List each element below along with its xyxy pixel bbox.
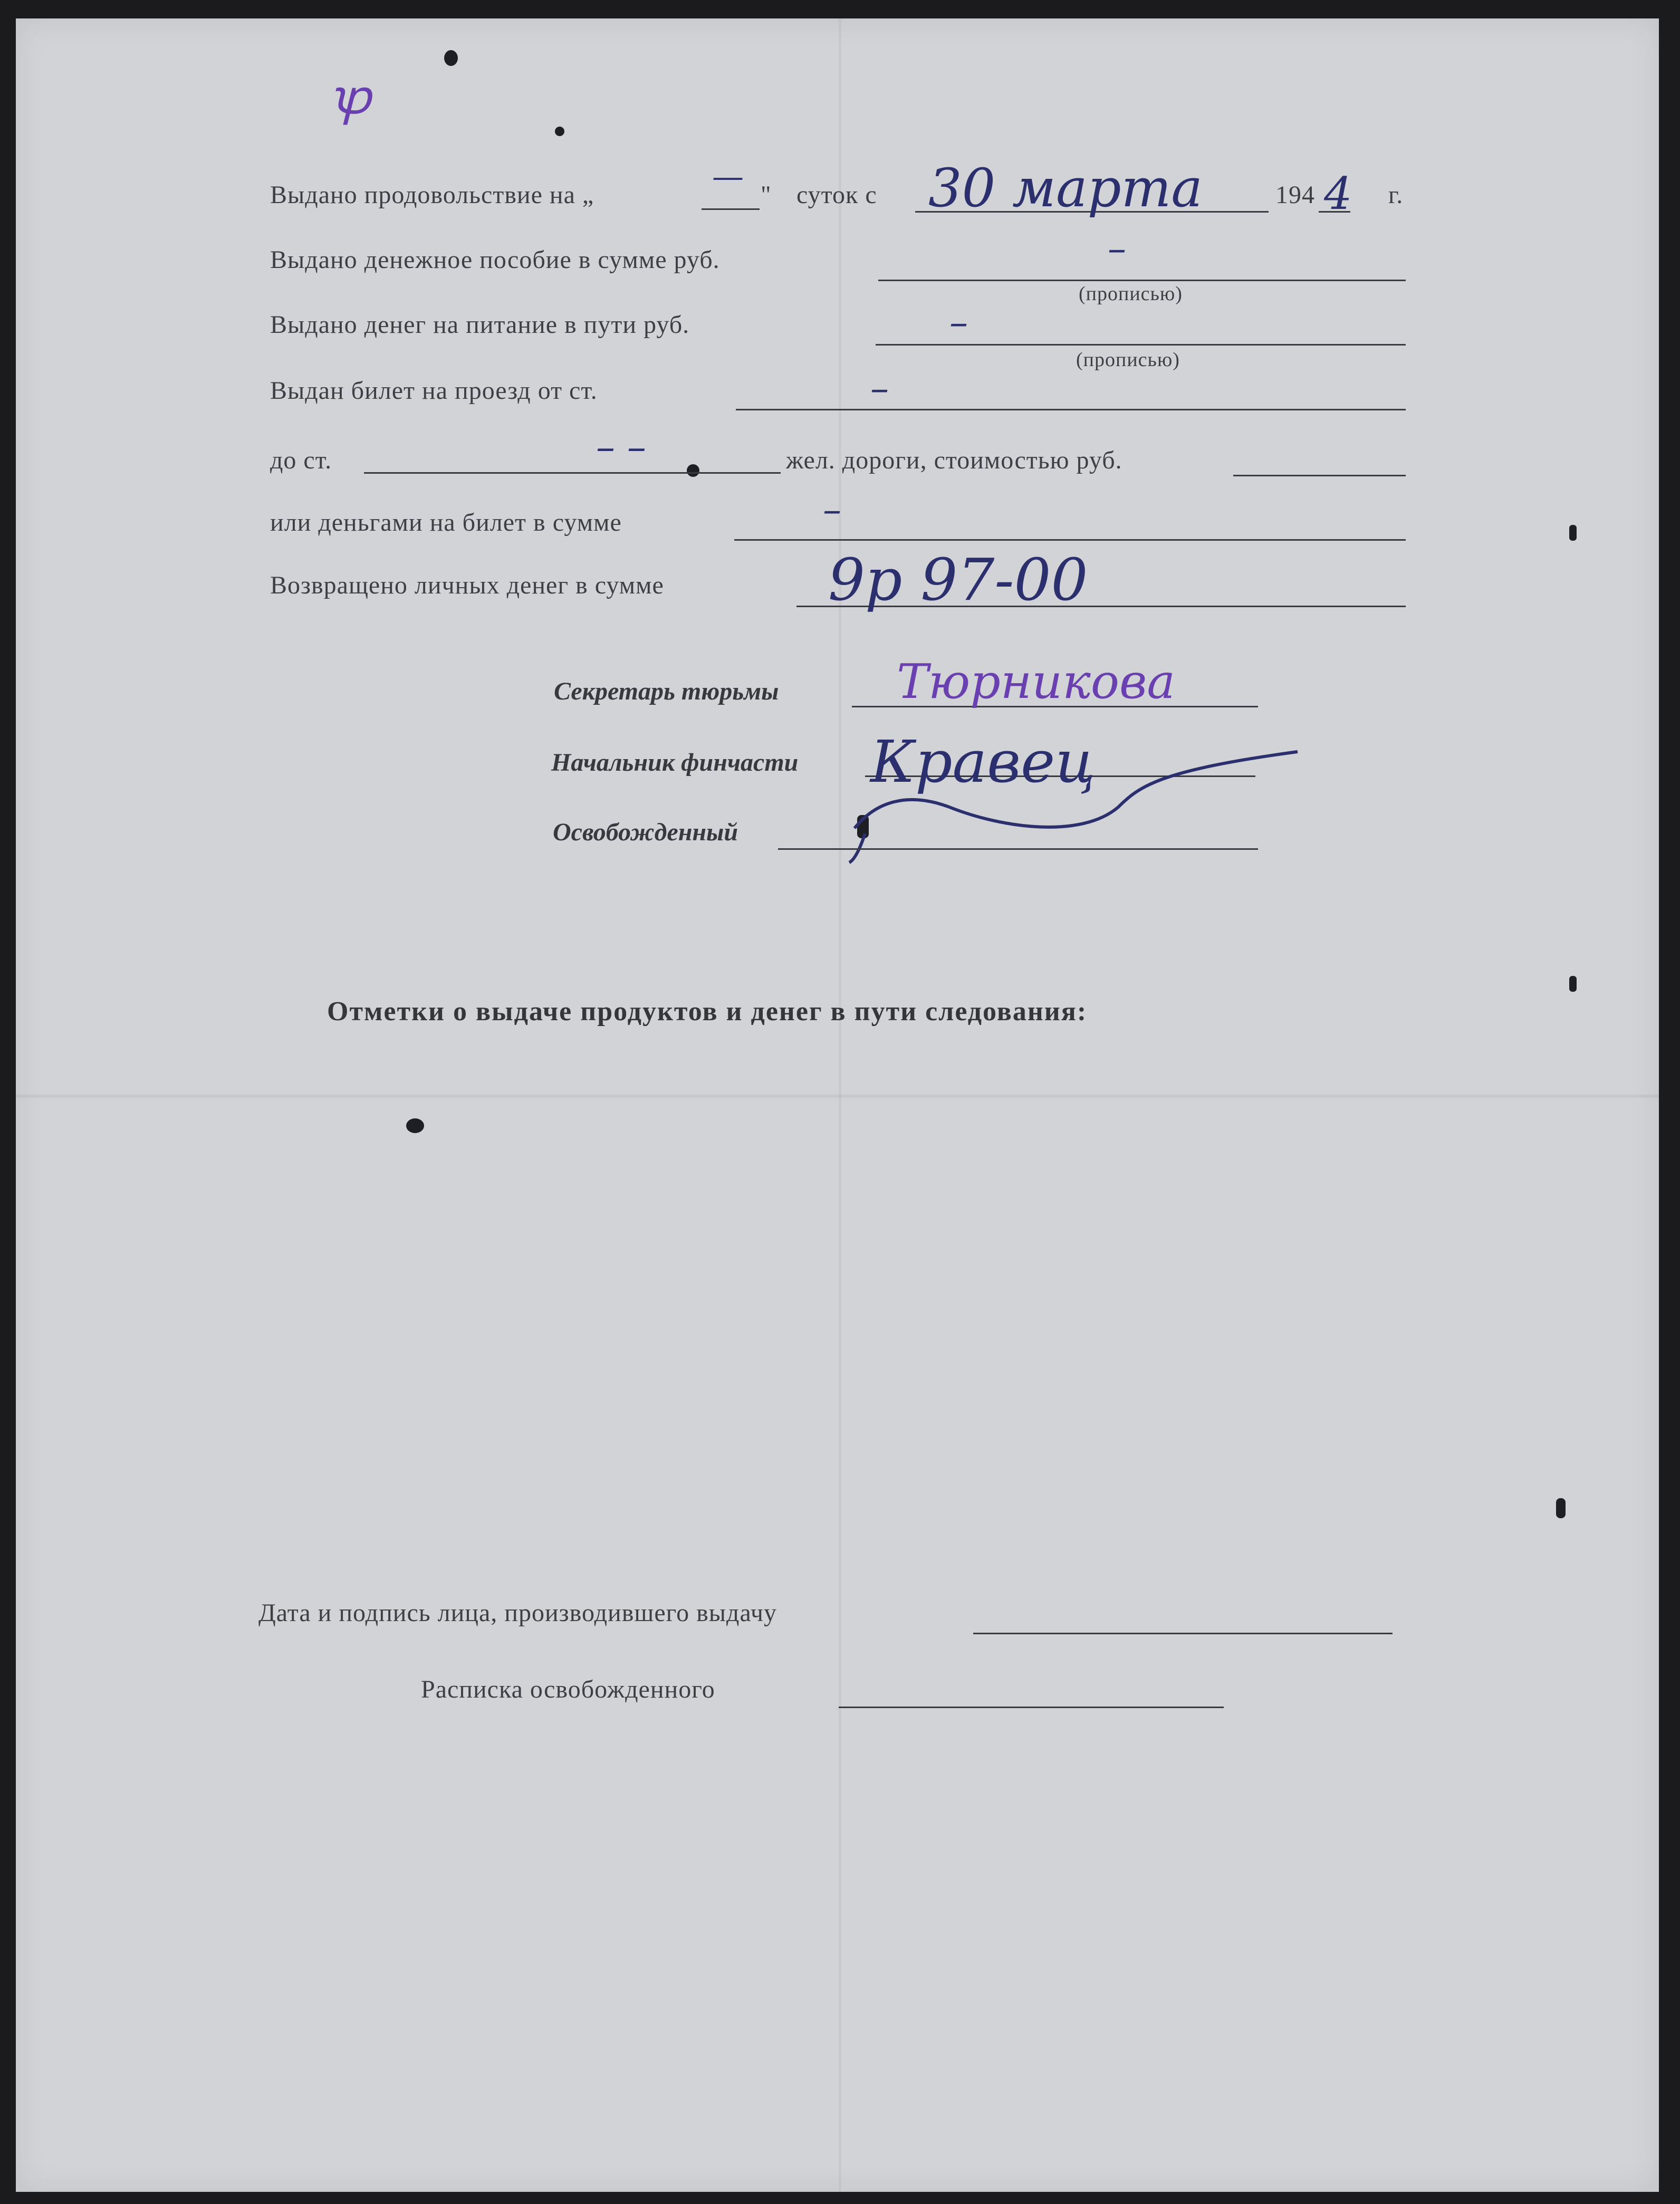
in-words-note-1: (прописью) <box>1079 283 1183 305</box>
fold-line-horizontal <box>16 1095 1659 1098</box>
finance-signature: Кравец <box>870 728 1096 796</box>
ink-spot <box>406 1118 424 1133</box>
to-station-label-a: до ст. <box>270 446 332 474</box>
travel-food-money-blank <box>876 344 1406 346</box>
food-issued-label-b: суток с <box>796 181 877 209</box>
food-issued-label-a: Выдано продовольствие на „ <box>270 181 594 209</box>
allowance-blank <box>878 280 1406 281</box>
to-station-label-b: жел. дороги, стоимостью руб. <box>786 446 1122 474</box>
flourish-stroke <box>855 752 1298 828</box>
personal-money-handwritten: 9р 97-00 <box>828 546 1088 614</box>
ticket-money-label: или деньгами на билет в сумме <box>270 509 622 536</box>
to-station-handwritten: – – <box>596 425 646 469</box>
travel-food-money-handwritten: – <box>949 301 968 344</box>
fold-line-vertical <box>839 18 841 2192</box>
ink-spot <box>687 464 699 477</box>
ticket-money-handwritten: – <box>823 488 841 531</box>
days-handwritten: — <box>712 158 744 195</box>
ticket-label: Выдан билет на проезд от ст. <box>270 377 598 405</box>
ticket-from-blank <box>736 409 1406 410</box>
finance-signature-flourish <box>844 728 1335 865</box>
year-suffix: г. <box>1388 181 1404 209</box>
ticket-money-blank <box>734 539 1406 541</box>
issuer-sign-label: Дата и подпись лица, производившего выдачу <box>258 1599 777 1627</box>
personal-money-label: Возвращено личных денег в сумме <box>270 571 664 599</box>
secretary-label: Секретарь тюрьмы <box>554 677 779 705</box>
secretary-signature: Тюрникова <box>897 654 1176 710</box>
released-label: Освобожденный <box>553 818 738 846</box>
ticket-from-handwritten: – <box>870 367 889 410</box>
allowance-handwritten: – <box>1108 227 1126 270</box>
food-issued-quote: " <box>761 181 772 209</box>
to-station-blank <box>364 472 781 474</box>
ink-spot <box>1569 525 1577 541</box>
ink-spot <box>1569 976 1577 992</box>
travel-food-money-label: Выдано денег на питание в пути руб. <box>270 311 690 339</box>
ticket-cost-blank <box>1233 475 1406 476</box>
violet-ink-mark: ꝕ <box>330 70 371 125</box>
finance-head-label: Начальник финчасти <box>551 749 799 777</box>
ink-spot <box>1556 1498 1566 1518</box>
receipt-label: Расписка освобожденного <box>421 1675 715 1703</box>
paper-sheet <box>16 18 1659 2192</box>
days-blank <box>702 208 760 210</box>
year-prefix: 194 <box>1275 181 1315 209</box>
year-digit-handwritten: 4 <box>1324 168 1352 219</box>
section-title: Отметки о выдаче продуктов и денег в пути следования: <box>327 996 1088 1027</box>
issuer-sign-blank <box>973 1633 1393 1634</box>
ink-spot <box>555 127 564 136</box>
allowance-label: Выдано денежное пособие в сумме руб. <box>270 246 720 274</box>
receipt-blank <box>839 1707 1224 1708</box>
ink-spot <box>444 50 458 66</box>
date-handwritten: 30 марта <box>928 157 1203 219</box>
in-words-note-2: (прописью) <box>1076 349 1180 371</box>
released-signature-line <box>778 848 1258 850</box>
